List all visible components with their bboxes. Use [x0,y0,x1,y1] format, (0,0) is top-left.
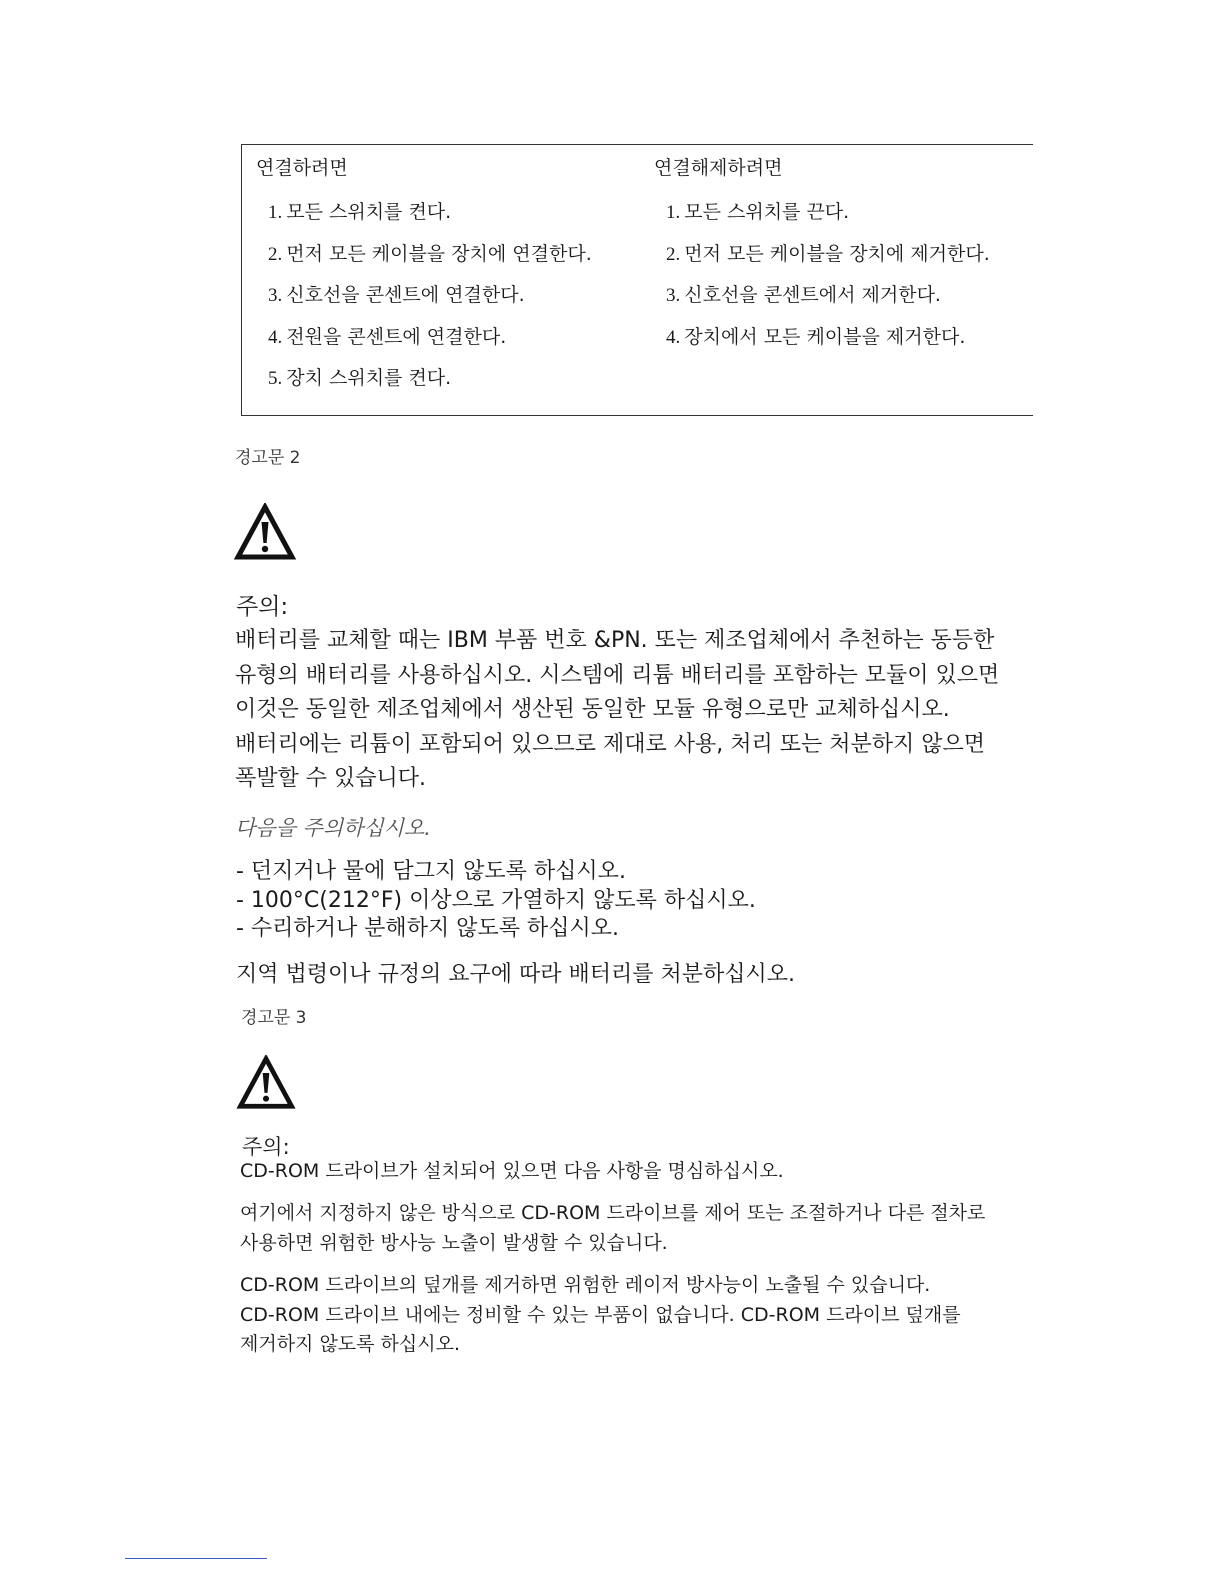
list-item: - 수리하거나 분해하지 않도록 하십시오. [236,916,619,941]
battery-precautions-list [236,858,756,944]
connection-procedure-table [241,144,1033,416]
warning-line: 배터리에는 리튬이 포함되어 있으므로 제대로 사용, 처리 또는 처분하지 않으면 [235,731,985,757]
cdrom-warning-para-3: CD-ROM 드라이브의 덮개를 제거하면 위험한 레이저 방사능이 노출될 수 있습니다. CD-ROM 드라이브 내에는 정비할 수 있는 부품이 없습니다. CD-ROM 드라이브 덮개를 제거하지 않도록 하십시오. [240,1274,961,1355]
warning-line: 이것은 동일한 제조업체에서 생산된 동일한 모듈 유형으로만 교체하십시오. [235,697,950,722]
disconnect-steps [666,198,990,364]
warning-triangle-icon [236,1055,296,1110]
cdrom-warning-para-1: CD-ROM 드라이브가 설치되어 있으면 다음 사항을 명심하십시오. [240,1160,784,1182]
statement-3-label: 경고문 3 [241,1008,307,1028]
disconnect-step: 2. 먼저 모든 케이블을 장치에 제거한다. [666,242,990,265]
warning-line: 배터리를 교체할 때는 IBM 부품 번호 &PN. 또는 제조업체에서 추천하는 동등한 [235,628,995,653]
caution-title: 주의: [236,594,289,620]
connect-step: 1. 모든 스위치를 켠다. [268,201,452,223]
connect-step: 5. 장치 스위치를 켠다. [268,367,452,389]
warning-line: 유형의 배터리를 사용하십시오. 시스템에 리튬 배터리를 포함하는 모듈이 있으면 [235,662,1000,688]
connect-step: 3. 신호선을 콘센트에 연결한다. [268,284,525,306]
disconnect-step: 1. 모든 스위치를 끈다. [666,201,850,223]
list-item: - 100°C(212°F) 이상으로 가열하지 않도록 하십시오. [236,887,756,913]
statement-2-label: 경고문 2 [235,448,301,468]
disconnect-heading: 연결해제하려면 [654,157,783,179]
cdrom-warning-para-2: 여기에서 지정하지 않은 방식으로 CD-ROM 드라이브를 제어 또는 조절하거나 다른 절차로 사용하면 위험한 방사능 노출이 발생할 수 있습니다. [240,1202,986,1254]
disconnect-step: 3. 신호선을 콘센트에서 제거한다. [666,284,941,306]
connect-step: 4. 전원을 콘센트에 연결한다. [268,325,507,348]
connect-steps [268,198,592,406]
caution-title: 주의: [242,1135,290,1159]
disconnect-step: 4. 장치에서 모든 케이블을 제거한다. [666,325,966,348]
warning-line: 폭발할 수 있습니다. [235,766,426,791]
battery-warning-text [235,624,1035,797]
footer-rule [125,1558,267,1559]
connect-step: 2. 먼저 모든 케이블을 장치에 연결한다. [268,242,592,265]
note-heading: 다음을 주의하십시오. [235,816,431,840]
list-item: - 던지거나 물에 담그지 않도록 하십시오. [236,859,626,884]
connect-heading: 연결하려면 [256,157,348,179]
warning-triangle-icon [234,503,296,561]
disposal-instruction: 지역 법령이나 규정의 요구에 따라 배터리를 처분하십시오. [236,962,796,987]
